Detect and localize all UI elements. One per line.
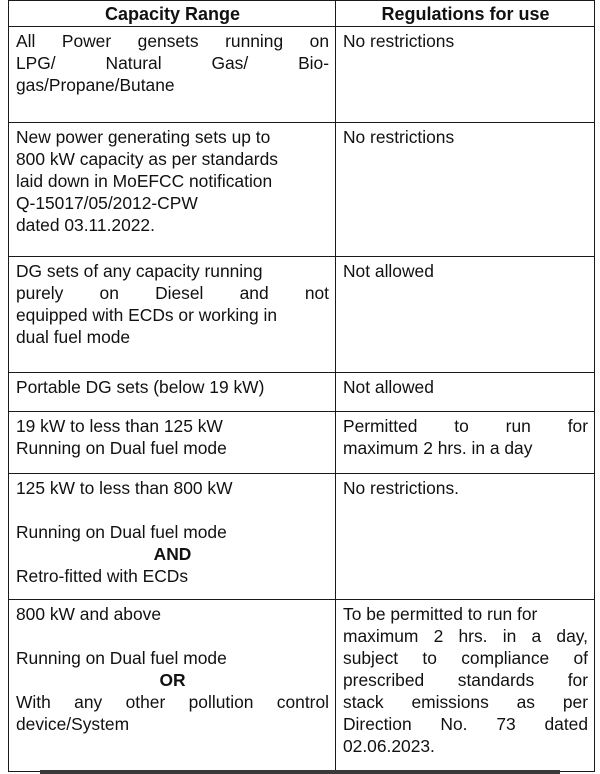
cell-line: Retro-fitted with ECDs <box>16 566 189 586</box>
cell-line: Running on Dual fuel mode <box>16 438 227 458</box>
line-gap <box>16 625 329 647</box>
cell-line: laid down in MoEFCC notification <box>16 171 273 191</box>
cell-line: gas/Propane/Butane <box>16 75 175 95</box>
cell-line: 800 kW and above <box>16 604 162 624</box>
cell-line: maximum 2 hrs. in a day, <box>343 626 588 646</box>
cell-line: Running on Dual fuel mode <box>16 648 227 668</box>
capacity-cell <box>9 600 336 772</box>
cell-line: With any other pollution control <box>16 692 329 712</box>
cell-line: subject to compliance of <box>343 648 588 668</box>
regulation-cell <box>336 257 595 373</box>
cell-line: Q-15017/05/2012-CPW <box>16 193 198 213</box>
regulation-cell <box>336 123 595 257</box>
table-row <box>9 257 595 373</box>
cell-line: purely on Diesel and not <box>16 283 329 303</box>
page-bottom-edge <box>40 770 560 774</box>
regulation-cell <box>336 27 595 123</box>
cell-line: dated 03.11.2022. <box>16 215 155 235</box>
cell-line: stack emissions as per <box>343 692 588 712</box>
table-row <box>9 412 595 474</box>
line-gap <box>16 499 329 521</box>
cell-line: Direction No. 73 dated <box>343 714 588 734</box>
cell-line: Portable DG sets (below 19 kW) <box>16 377 265 397</box>
table-header-row <box>9 1 595 27</box>
regulation-cell <box>336 600 595 772</box>
cell-line: Not allowed <box>343 261 434 281</box>
regulation-cell <box>336 412 595 474</box>
cell-line: 02.06.2023. <box>343 736 435 756</box>
or-keyword: OR <box>159 670 186 690</box>
cell-line: No restrictions <box>343 127 455 147</box>
cell-line: equipped with ECDs or working in <box>16 305 277 325</box>
regulation-cell <box>336 373 595 412</box>
cell-line: Permitted to run for <box>343 416 588 436</box>
table-row <box>9 27 595 123</box>
capacity-cell <box>9 27 336 123</box>
cell-line: Running on Dual fuel mode <box>16 522 227 542</box>
table-row <box>9 373 595 412</box>
cell-line: LPG/ Natural Gas/ Bio- <box>16 53 329 73</box>
cell-line: No restrictions. <box>343 478 459 498</box>
cell-line: 800 kW capacity as per standards <box>16 149 278 169</box>
table-row <box>9 600 595 772</box>
capacity-cell <box>9 373 336 412</box>
cell-line: maximum 2 hrs. in a day <box>343 438 533 458</box>
cell-line: 19 kW to less than 125 kW <box>16 416 223 436</box>
cell-line: dual fuel mode <box>16 327 131 347</box>
genset-regulations-table <box>8 0 595 772</box>
cell-line: prescribed standards for <box>343 670 588 690</box>
and-keyword: AND <box>153 544 192 564</box>
capacity-cell <box>9 257 336 373</box>
capacity-cell <box>9 123 336 257</box>
document-page <box>8 0 594 770</box>
capacity-cell <box>9 474 336 600</box>
table-row <box>9 474 595 600</box>
header-capacity-range: Capacity Range <box>9 1 336 27</box>
cell-line: DG sets of any capacity running <box>16 261 263 281</box>
table-row <box>9 123 595 257</box>
cell-line: Not allowed <box>343 377 434 397</box>
cell-line: device/System <box>16 714 130 734</box>
regulation-cell <box>336 474 595 600</box>
cell-line: No restrictions <box>343 31 455 51</box>
header-regulations-for-use: Regulations for use <box>336 1 595 27</box>
cell-line: 125 kW to less than 800 kW <box>16 478 233 498</box>
cell-line: To be permitted to run for <box>343 604 538 624</box>
cell-line: New power generating sets up to <box>16 127 271 147</box>
cell-line: All Power gensets running on <box>16 31 329 51</box>
capacity-cell <box>9 412 336 474</box>
